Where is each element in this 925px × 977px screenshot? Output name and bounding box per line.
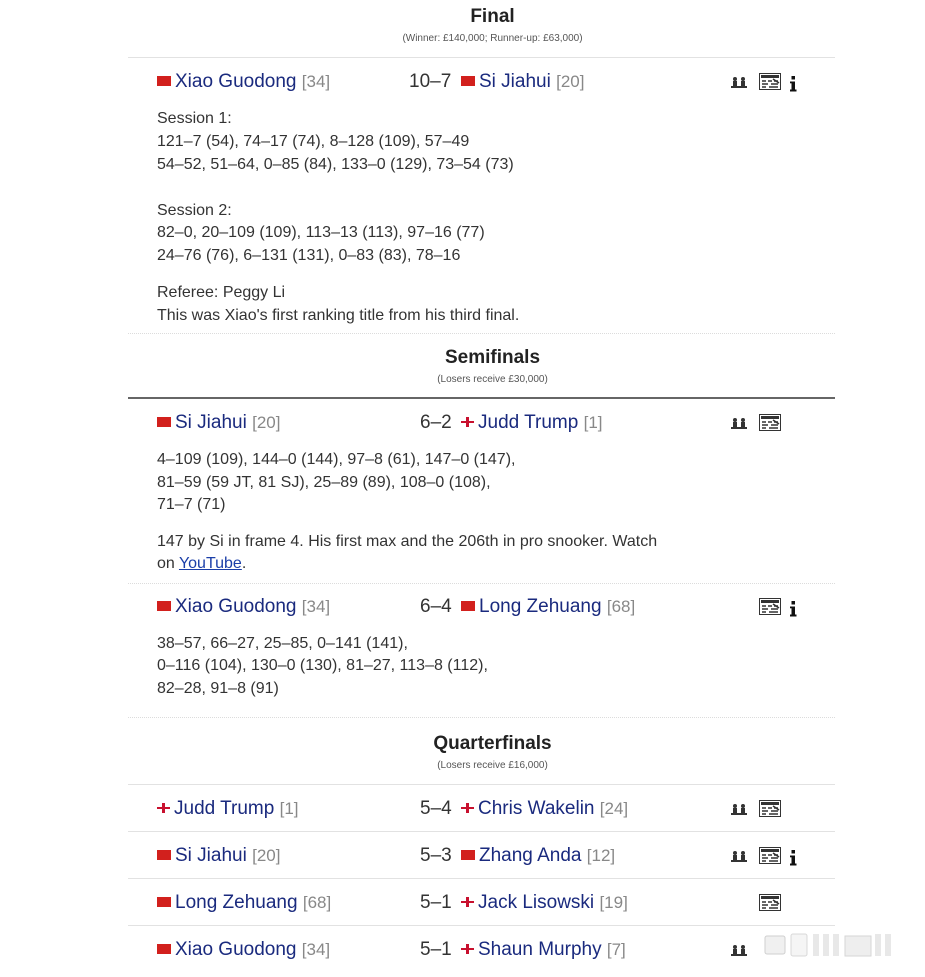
seed: [20] bbox=[252, 413, 281, 432]
seed: [34] bbox=[301, 72, 331, 91]
flag-england-icon bbox=[461, 417, 474, 427]
session-1-label: Session 1: bbox=[157, 110, 232, 127]
player-link[interactable]: Xiao Guodong bbox=[175, 71, 297, 92]
flag-china-icon bbox=[157, 850, 171, 860]
semifinals-heading: Semifinals bbox=[444, 347, 541, 368]
flag-china-icon bbox=[461, 76, 475, 86]
quarterfinal-match-row bbox=[157, 845, 837, 873]
match-score: 5–1 bbox=[420, 939, 452, 960]
info-icon[interactable] bbox=[789, 76, 797, 92]
divider bbox=[128, 831, 835, 832]
seed: [68] bbox=[606, 597, 636, 616]
divider bbox=[128, 583, 835, 584]
session-1-frames: 121–7 (54), 74–17 (74), 8–128 (109), 57–49 bbox=[157, 133, 470, 150]
final-heading: Final bbox=[470, 6, 515, 27]
frame-scores-icon[interactable] bbox=[759, 847, 781, 864]
session-2-label: Session 2: bbox=[157, 202, 232, 219]
player-link[interactable]: Xiao Guodong bbox=[175, 939, 297, 960]
player-2 bbox=[461, 71, 584, 93]
frame-scores-icon[interactable] bbox=[759, 800, 781, 817]
player-1 bbox=[157, 845, 280, 867]
flag-china-icon bbox=[157, 76, 171, 86]
player-link[interactable]: Xiao Guodong bbox=[175, 596, 297, 617]
match-score: 5–3 bbox=[420, 845, 452, 866]
quarterfinal-match-row bbox=[157, 939, 837, 967]
divider bbox=[128, 397, 835, 399]
player-link[interactable]: Si Jiahui bbox=[175, 412, 247, 433]
player-1 bbox=[157, 939, 330, 961]
frame-scores-icon[interactable] bbox=[759, 414, 781, 431]
player-link[interactable]: Judd Trump bbox=[174, 798, 275, 819]
session-2-frames: 24–76 (76), 6–131 (131), 0–83 (83), 78–16 bbox=[157, 247, 461, 264]
player-1 bbox=[157, 71, 330, 93]
youtube-link[interactable]: YouTube bbox=[178, 555, 242, 572]
flag-china-icon bbox=[157, 417, 171, 427]
frame-scores: 71–7 (71) bbox=[157, 496, 226, 513]
divider bbox=[128, 717, 835, 718]
player-link[interactable]: Long Zehuang bbox=[479, 596, 602, 617]
player-1 bbox=[157, 798, 299, 820]
seed: [1] bbox=[279, 799, 299, 818]
match-score: 5–1 bbox=[420, 892, 452, 913]
seed: [24] bbox=[599, 799, 629, 818]
frame-scores-icon[interactable] bbox=[759, 73, 781, 90]
head-to-head-icon[interactable] bbox=[731, 417, 747, 429]
flag-china-icon bbox=[157, 601, 171, 611]
player-2 bbox=[461, 892, 628, 914]
divider bbox=[128, 784, 835, 785]
player-link[interactable]: Judd Trump bbox=[478, 412, 579, 433]
frame-scores: 82–28, 91–8 (91) bbox=[157, 680, 279, 697]
semifinal-match-row bbox=[157, 412, 837, 440]
seed: [20] bbox=[252, 846, 281, 865]
player-1 bbox=[157, 892, 331, 914]
referee: Referee: Peggy Li bbox=[157, 284, 286, 301]
frame-scores-icon[interactable] bbox=[759, 598, 781, 615]
semifinal-note-continued bbox=[157, 553, 246, 576]
overlay-bars-icon bbox=[757, 930, 907, 960]
match-score: 6–2 bbox=[420, 412, 452, 433]
player-link[interactable]: Si Jiahui bbox=[479, 71, 551, 92]
note-text: on bbox=[157, 555, 179, 572]
player-link[interactable]: Si Jiahui bbox=[175, 845, 247, 866]
player-2 bbox=[461, 412, 603, 434]
note-text: . bbox=[241, 555, 247, 572]
quarterfinal-match-row bbox=[157, 798, 837, 826]
quarterfinals-heading: Quarterfinals bbox=[433, 733, 552, 754]
player-2 bbox=[461, 596, 635, 618]
player-link[interactable]: Jack Lisowski bbox=[478, 892, 595, 913]
frame-scores-icon[interactable] bbox=[759, 894, 781, 911]
match-score: 10–7 bbox=[409, 71, 452, 92]
quarterfinals-prize-money: (Losers receive £16,000) bbox=[437, 760, 548, 771]
flag-china-icon bbox=[157, 944, 171, 954]
player-link[interactable]: Shaun Murphy bbox=[478, 939, 602, 960]
quarterfinal-match-row bbox=[157, 892, 837, 920]
seed: [34] bbox=[301, 940, 331, 959]
semifinal-note: 147 by Si in frame 4. His first max and the 206th in pro snooker. Watch bbox=[157, 533, 658, 550]
info-icon[interactable] bbox=[789, 850, 797, 866]
frame-scores: 4–109 (109), 144–0 (144), 97–8 (61), 147–0 (147), bbox=[157, 451, 516, 468]
frame-scores: 0–116 (104), 130–0 (130), 81–27, 113–8 (112), bbox=[157, 657, 488, 674]
frame-scores: 38–57, 66–27, 25–85, 0–141 (141), bbox=[157, 635, 408, 652]
flag-england-icon bbox=[461, 944, 474, 954]
divider bbox=[128, 878, 835, 879]
seed: [20] bbox=[556, 72, 585, 91]
player-link[interactable]: Long Zehuang bbox=[175, 892, 298, 913]
divider bbox=[128, 333, 835, 334]
semifinal-match-row bbox=[157, 596, 837, 624]
session-1-frames: 54–52, 51–64, 0–85 (84), 133–0 (129), 73–54 (73) bbox=[157, 156, 514, 173]
player-2 bbox=[461, 845, 615, 867]
player-2 bbox=[461, 798, 628, 820]
match-score: 5–4 bbox=[420, 798, 452, 819]
seed: [1] bbox=[583, 413, 603, 432]
player-1 bbox=[157, 596, 330, 618]
flag-england-icon bbox=[157, 803, 170, 813]
flag-china-icon bbox=[461, 850, 475, 860]
head-to-head-icon[interactable] bbox=[731, 803, 747, 815]
head-to-head-icon[interactable] bbox=[731, 850, 747, 862]
seed: [7] bbox=[606, 940, 626, 959]
player-link[interactable]: Zhang Anda bbox=[479, 845, 582, 866]
final-note: This was Xiao's first ranking title from his third final. bbox=[157, 307, 520, 324]
final-prize-money: (Winner: £140,000; Runner-up: £63,000) bbox=[402, 33, 583, 44]
player-2 bbox=[461, 939, 626, 961]
seed: [68] bbox=[302, 893, 332, 912]
seed: [34] bbox=[301, 597, 331, 616]
match-score: 6–4 bbox=[420, 596, 452, 617]
player-1 bbox=[157, 412, 280, 434]
flag-china-icon bbox=[157, 897, 171, 907]
head-to-head-icon[interactable] bbox=[731, 76, 747, 88]
divider bbox=[128, 925, 835, 926]
divider bbox=[128, 57, 835, 58]
info-icon[interactable] bbox=[789, 601, 797, 617]
semifinals-prize-money: (Losers receive £30,000) bbox=[437, 374, 548, 385]
session-2-frames: 82–0, 20–109 (109), 113–13 (113), 97–16 (77) bbox=[157, 224, 485, 241]
head-to-head-icon[interactable] bbox=[731, 944, 747, 956]
seed: [19] bbox=[599, 893, 628, 912]
flag-china-icon bbox=[461, 601, 475, 611]
flag-england-icon bbox=[461, 803, 474, 813]
player-link[interactable]: Chris Wakelin bbox=[478, 798, 595, 819]
flag-england-icon bbox=[461, 897, 474, 907]
final-match-row bbox=[157, 71, 837, 99]
frame-scores: 81–59 (59 JT, 81 SJ), 25–89 (89), 108–0 (108), bbox=[157, 474, 491, 491]
seed: [12] bbox=[586, 846, 616, 865]
